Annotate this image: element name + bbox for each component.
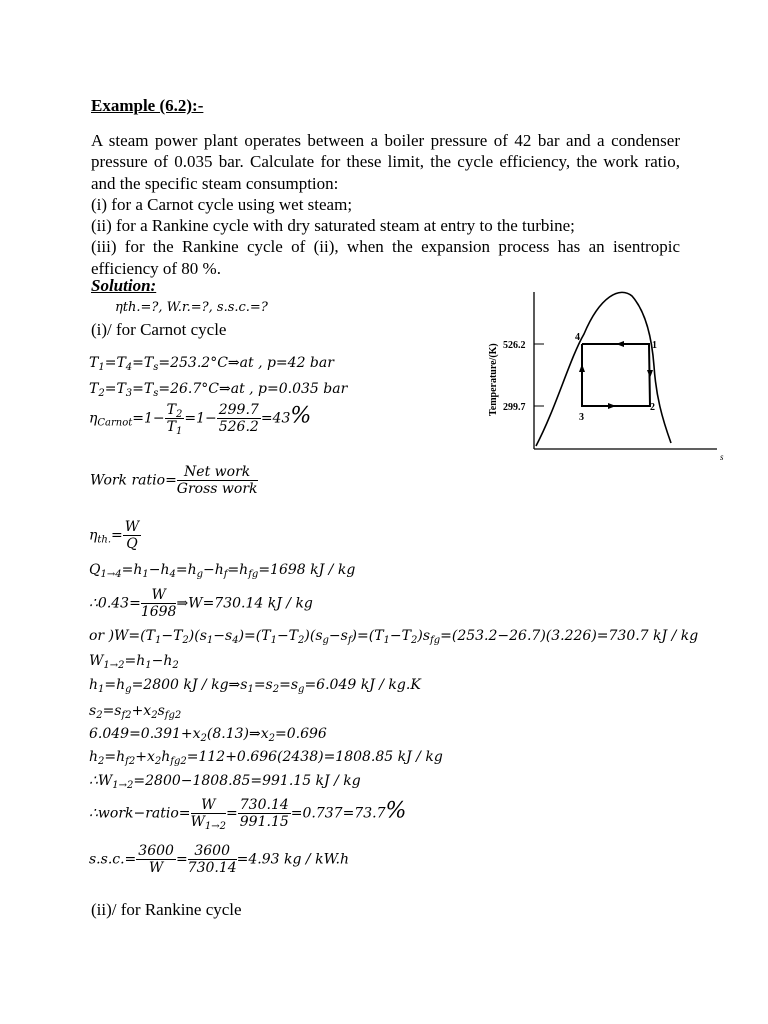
part1-heading: (i)/ for Carnot cycle	[91, 320, 227, 339]
eq-t2: $T_2=T_3=T_s=26.7^\circ C\Rightarrow at$ , p=0.035 bar	[89, 381, 348, 399]
eq-work-ratio-value: ∴work−ratio= $\frac{W}{W_{1\to 2}}$ = $\frac{730.14}{991.15}$ =0.737=73.7%	[89, 797, 407, 832]
problem-line: pressure of 0.035 bar. Calculate for these limit, the cycle efficiency, the work ratio,	[91, 152, 680, 172]
arrow-4-1	[616, 341, 624, 347]
problem-line: (iii) for the Rankine cycle of (ii), when the expansion process has an isentropic	[91, 237, 680, 257]
eq-turbine-work-value: $\therefore W_{1\to 2}=2800-1808.85=991.15$ kJ / kg	[89, 773, 361, 791]
eq-heat-supplied: $Q_{1\to 4}=h_1-h_4=h_g-h_f=h_{fg}=1698$ kJ / kg	[89, 562, 356, 580]
arrow-1-2	[647, 370, 653, 378]
eq-dryness-fraction: $6.049=0.391+x_2(8.13)\Rightarrow x_2=0.696$	[89, 726, 327, 744]
eq-work-ratio-def: Work ratio= $\frac{\text{Net work}}{\text{Gross work}}$	[90, 464, 258, 497]
problem-line: (i) for a Carnot cycle using wet steam;	[91, 194, 353, 214]
eq-enthalpy-2: $h_2=h_{f2}+x_2h_{fg2}=112+0.696(2438)=1808.85$ kJ / kg	[89, 749, 443, 767]
point-label-3: 3	[579, 412, 584, 423]
arrow-2-3	[608, 403, 616, 409]
tick-label-low: 299.7	[503, 402, 526, 413]
solution-label: Solution:	[91, 276, 157, 295]
point-label-1: 1	[652, 340, 657, 351]
example-title: Example (6.2):-	[91, 96, 204, 115]
problem-line: and the specific steam consumption:	[91, 173, 339, 193]
eq-specific-steam-consumption: s.s.c.= $\frac{3600}{W}$ = $\frac{3600}{730.14}$ =4.93 kg / kW.h	[89, 843, 349, 876]
eq-carnot-efficiency: $\eta_{Carnot}=1-$ $\frac{T_2}{T_1}$ =1− $\frac{299.7}{526.2}$ =43%	[89, 402, 312, 437]
eq-entropy-1: $h_1=h_g=2800$ kJ / $kg\Rightarrow s_1=s_2=s_g=6.049$ kJ / kg.K	[89, 677, 421, 695]
eq-entropy-2: $s_2=s_{f2}+x_2s_{fg2}$	[89, 703, 182, 721]
x-axis-label: s	[720, 452, 724, 462]
problem-line: (ii) for a Rankine cycle with dry saturated steam at entry to the turbine;	[91, 216, 575, 236]
eq-work-from-efficiency: ∴0.43= $\frac{W}{1698}$ ⇒W=730.14 kJ / kg	[89, 587, 313, 620]
eq-t1: $T_1=T_4=T_s=253.2^\circ C\Rightarrow at$ , p=42 bar	[89, 355, 334, 373]
problem-line: A steam power plant operates between a boiler pressure of 42 bar and a condenser	[91, 131, 680, 150]
eq-thermal-efficiency-def: $\eta_{th.}=$ $\frac{W}{Q}$	[89, 519, 140, 552]
eq-turbine-work: $W_{1\to 2}=h_1-h_2$	[89, 653, 179, 671]
arrow-3-4	[579, 364, 585, 372]
problem-line: efficiency of 80 %.	[91, 258, 221, 278]
point-label-4: 4	[575, 332, 580, 343]
carnot-cycle	[582, 344, 650, 406]
ts-diagram	[484, 288, 734, 468]
part2-heading: (ii)/ for Rankine cycle	[91, 900, 242, 919]
problem-statement	[91, 130, 680, 279]
saturation-dome	[536, 292, 671, 446]
point-label-2: 2	[650, 402, 655, 413]
tick-label-high: 526.2	[503, 340, 526, 351]
y-axis-label: Temperature/(K)	[488, 343, 499, 416]
eq-work-alternative: or )$W=(T_1-T_2)(s_1-s_4)=(T_1-T_2)(s_g-s_f)=(T_1-T_2)s_{fg}=(253.2-26.7)(3.226)=730.7$ kJ / kg	[89, 628, 699, 646]
unknowns-line: ηth.=?, W.r.=?, s.s.c.=?	[115, 300, 268, 315]
